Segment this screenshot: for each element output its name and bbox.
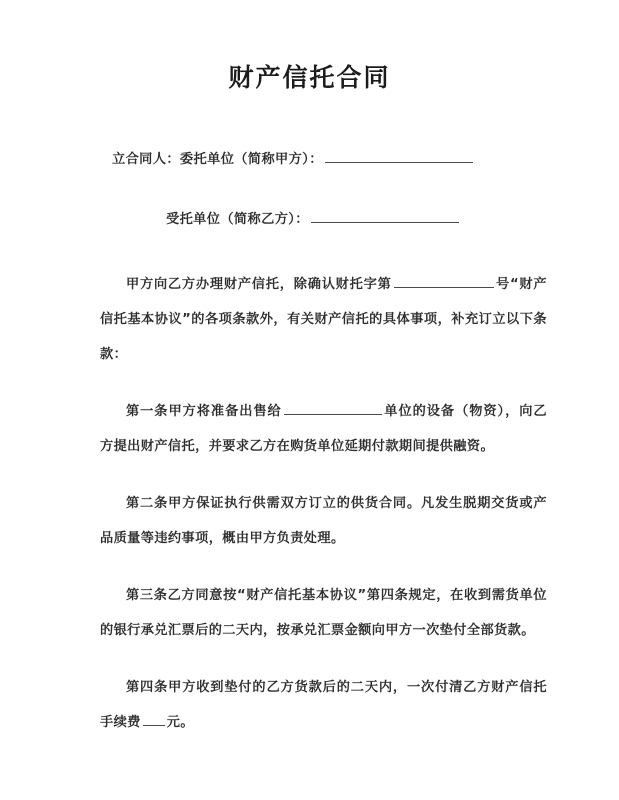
article-1-trailing-text: 单位的设备（物资），向乙方提出财产信托，并要求乙方在购货单位延期付款期间提供融资。 — [100, 403, 547, 454]
spacer — [100, 121, 547, 143]
preamble-blank-number[interactable] — [394, 272, 494, 288]
preamble-trailing-text: 号“财产信托基本协议”的各项条款外，有关财产信托的具体事项，补充订立以下条款： — [100, 276, 547, 362]
article-4-trailing-text: 元。 — [166, 714, 194, 730]
document-body — [0, 121, 619, 740]
article-1-paragraph — [100, 394, 547, 464]
party-label-trustee: 受托单位（简称乙方）： — [166, 211, 309, 227]
preamble-lead-text: 甲方向乙方办理财产信托，除确认财托字第 — [126, 276, 392, 292]
spacer — [100, 556, 547, 578]
party-line-trustee — [100, 203, 547, 237]
article-4-blank-fee[interactable] — [143, 710, 165, 726]
article-2-paragraph: 第二条甲方保证执行供需双方订立的供货合同。凡发生脱期交货或产品质量等违约事项，概由甲方负责处理。 — [100, 495, 547, 546]
spacer — [100, 648, 547, 670]
spacer — [100, 372, 547, 394]
article-4-paragraph — [100, 670, 547, 740]
spacer — [100, 177, 547, 203]
party-blank-trustee[interactable] — [311, 207, 459, 223]
article-1-blank-unit[interactable] — [284, 399, 382, 415]
party-line-consignor — [100, 143, 547, 177]
spacer — [100, 464, 547, 486]
article-4-lead-text: 第四条甲方收到垫付的乙方货款后的二天内，一次付清乙方财产信托手续费 — [100, 679, 547, 730]
page-title: 财产信托合同 — [228, 63, 391, 92]
article-1-lead-text: 第一条甲方将准备出售给 — [126, 403, 282, 419]
spacer — [100, 237, 547, 267]
article-3-paragraph: 第三条乙方同意按“财产信托基本协议”第四条规定，在收到需货单位的银行承兑汇票后的二天内，按承兑汇票金额向甲方一次垫付全部货款。 — [100, 587, 547, 638]
party-label-consignor: 立合同人：委托单位（简称甲方）： — [112, 151, 323, 167]
preamble-paragraph — [100, 267, 547, 372]
party-blank-consignor[interactable] — [325, 147, 473, 163]
